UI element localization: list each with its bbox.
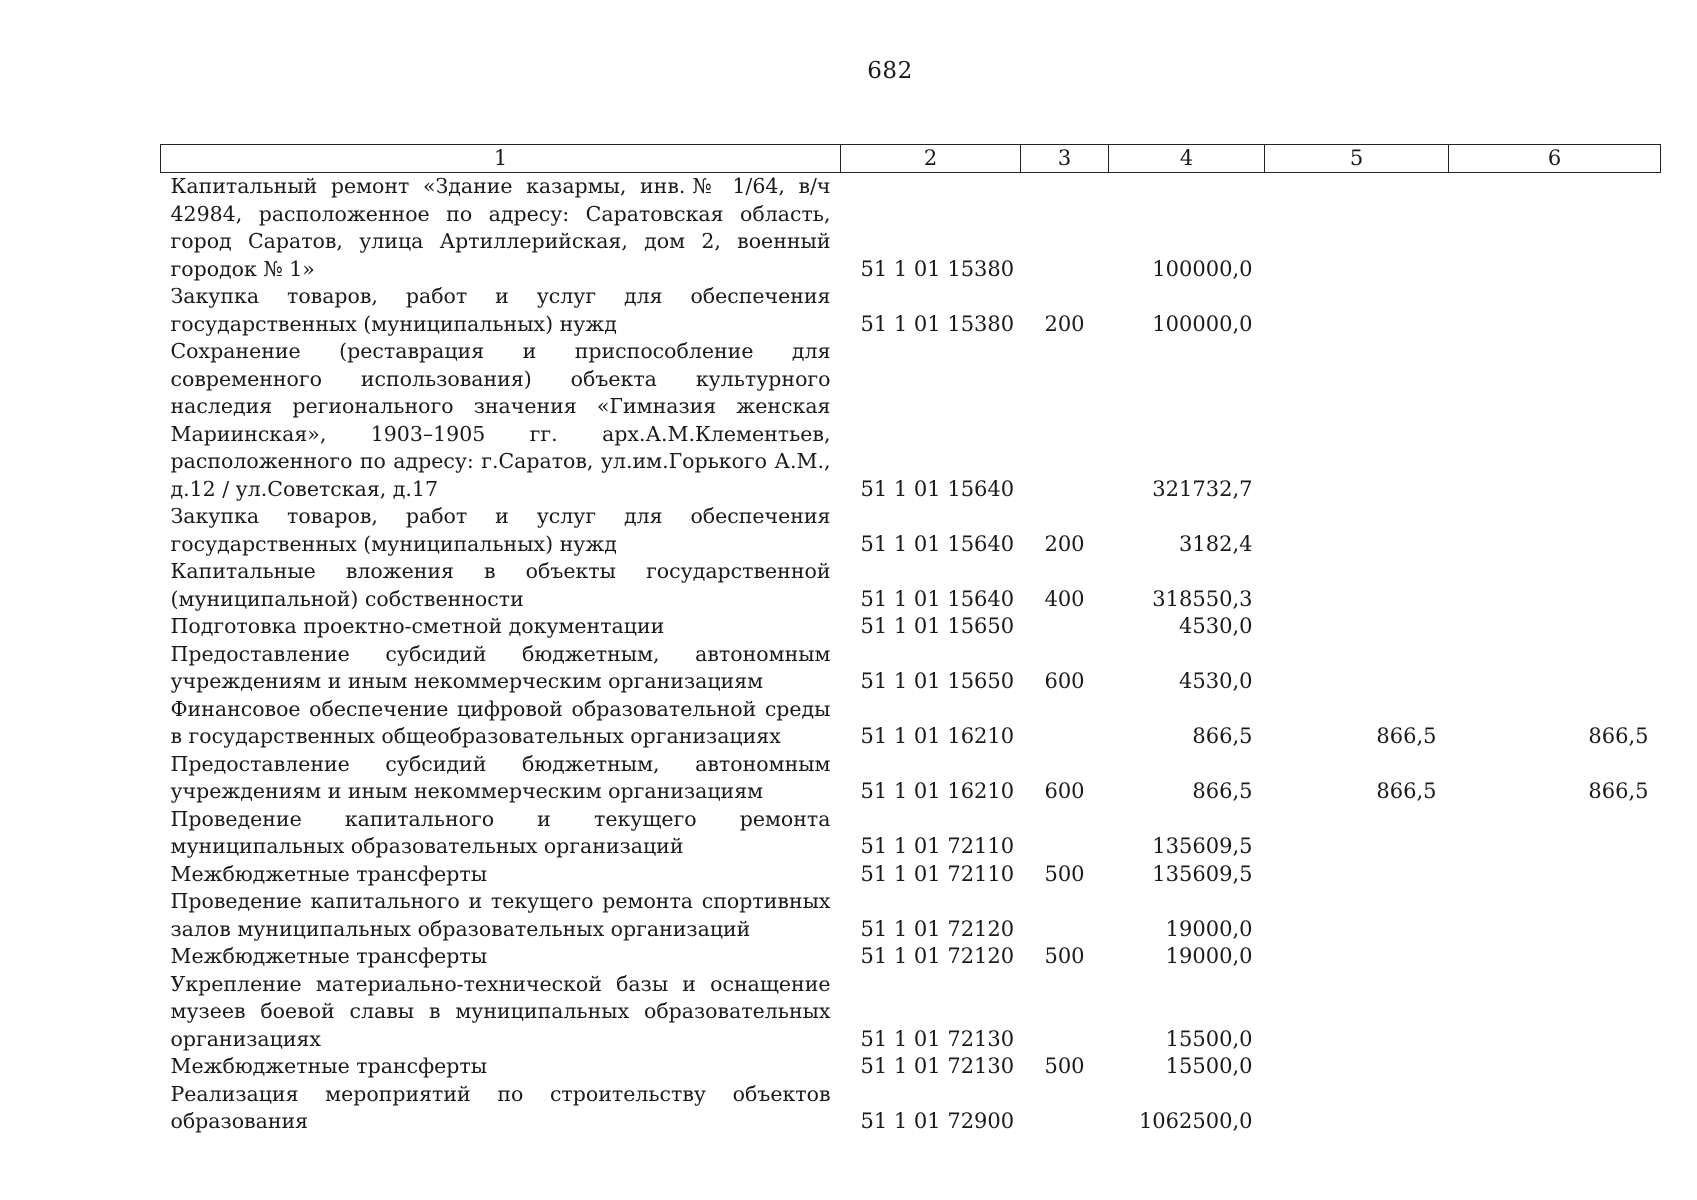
row-name: Межбюджетные трансферты xyxy=(170,944,488,968)
row-name: Укрепление материально-технической базы и оснащение музеев боевой славы в муниципальных образовательных организациях xyxy=(170,971,831,1051)
row-amount-col-5 xyxy=(1265,1081,1449,1136)
row-expense-type: 600 xyxy=(1044,779,1085,803)
row-name: Предоставление субсидий бюджетным, автономным учреждениям и иным некоммерческим организациям xyxy=(170,641,831,693)
row-amount-col-6 xyxy=(1449,558,1661,613)
page-number: 682 xyxy=(867,58,913,84)
table-row xyxy=(161,696,1661,751)
header-row xyxy=(161,145,1661,173)
row-code: 51 1 01 15640 xyxy=(860,531,1015,556)
row-amount-col-6 xyxy=(1449,613,1661,641)
row-amount-col-5 xyxy=(1265,613,1449,641)
row-amount-col-5 xyxy=(1265,283,1449,338)
row-amount-col-6 xyxy=(1449,1081,1661,1136)
table-row xyxy=(161,283,1661,338)
table-row xyxy=(161,806,1661,861)
row-name: Закупка товаров, работ и услуг для обеспечения государственных (муниципальных) нужд xyxy=(170,504,831,556)
row-amount-col-6 xyxy=(1449,641,1661,696)
budget-table xyxy=(160,144,1661,1136)
row-name: Предоставление субсидий бюджетным, автономным учреждениям и иным некоммерческим организациям xyxy=(170,751,831,803)
row-code: 51 1 01 72130 xyxy=(860,1054,1015,1078)
row-expense-type: 200 xyxy=(1044,531,1085,556)
row-code: 51 1 01 15650 xyxy=(860,669,1015,693)
row-name: Капитальные вложения в объекты государственной (муниципальной) собственности xyxy=(170,559,831,611)
row-name: Подготовка проектно-сметной документации xyxy=(170,614,665,638)
header-col-6: 6 xyxy=(1449,145,1661,173)
row-amount-col-6 xyxy=(1449,971,1661,1054)
row-name: Закупка товаров, работ и услуг для обеспечения государственных (муниципальных) нужд xyxy=(170,284,831,336)
row-amount-col-6: 866,5 xyxy=(1588,779,1649,803)
row-code: 51 1 01 72900 xyxy=(860,1109,1015,1133)
row-code: 51 1 01 15650 xyxy=(860,614,1015,638)
row-amount-col-5 xyxy=(1265,338,1449,503)
row-amount-col-5 xyxy=(1265,971,1449,1054)
row-amount-col-4: 135609,5 xyxy=(1152,861,1253,886)
row-name: Капитальный ремонт «Здание казармы, инв.№ 1/64, в/ч 42984, расположенное по адресу: Саратовская область, город Саратов, улица Артиллерийская, дом 2, военный городок № 1» xyxy=(170,174,831,281)
row-code: 51 1 01 15640 xyxy=(860,586,1015,611)
table-row xyxy=(161,1053,1661,1081)
row-amount-col-5 xyxy=(1265,806,1449,861)
header-col-5: 5 xyxy=(1265,145,1449,173)
row-expense-type xyxy=(1021,971,1109,1054)
table-row xyxy=(161,888,1661,943)
table-row xyxy=(161,751,1661,806)
row-expense-type: 600 xyxy=(1044,669,1085,693)
row-amount-col-4: 4530,0 xyxy=(1179,669,1253,693)
row-amount-col-5 xyxy=(1265,1053,1449,1081)
row-amount-col-5 xyxy=(1265,503,1449,558)
row-amount-col-4: 866,5 xyxy=(1192,779,1253,803)
row-amount-col-4: 100000,0 xyxy=(1152,311,1253,336)
row-name: Межбюджетные трансферты xyxy=(170,861,488,886)
row-amount-col-4: 15500,0 xyxy=(1165,1026,1253,1051)
header-col-2: 2 xyxy=(841,145,1021,173)
row-code: 51 1 01 16210 xyxy=(860,779,1015,803)
header-col-1: 1 xyxy=(161,145,841,173)
table-row xyxy=(161,861,1661,889)
row-amount-col-5 xyxy=(1265,888,1449,943)
row-code: 51 1 01 72120 xyxy=(860,916,1015,941)
row-code: 51 1 01 16210 xyxy=(860,724,1015,748)
row-amount-col-6 xyxy=(1449,806,1661,861)
row-expense-type xyxy=(1021,696,1109,751)
row-expense-type: 500 xyxy=(1044,1054,1085,1078)
row-name: Проведение капитального и текущего ремонта муниципальных образовательных организаций xyxy=(170,806,831,858)
row-code: 51 1 01 15380 xyxy=(860,311,1015,336)
row-expense-type xyxy=(1021,806,1109,861)
row-name: Сохранение (реставрация и приспособление для современного использования) объекта культурного наследия регионального значения «Гимназия женская Мариинская», 1903–1905 гг. арх.А.М.Клементьев, расположенного по адресу: г.Саратов, ул.им.Горького А.М., д.12 / ул.Советская, д.17 xyxy=(170,339,831,501)
row-amount-col-4: 100000,0 xyxy=(1152,256,1253,281)
table-header xyxy=(161,145,1661,173)
row-amount-col-6: 866,5 xyxy=(1588,724,1649,748)
row-amount-col-4: 15500,0 xyxy=(1165,1054,1253,1078)
row-amount-col-4: 3182,4 xyxy=(1179,531,1253,556)
row-amount-col-5: 866,5 xyxy=(1376,724,1437,748)
row-expense-type xyxy=(1021,1081,1109,1136)
row-amount-col-6 xyxy=(1449,283,1661,338)
table-row xyxy=(161,971,1661,1054)
row-expense-type: 200 xyxy=(1044,311,1085,336)
row-expense-type xyxy=(1021,888,1109,943)
row-amount-col-5 xyxy=(1265,861,1449,889)
row-amount-col-4: 1062500,0 xyxy=(1138,1109,1253,1133)
table-row xyxy=(161,943,1661,971)
table-row xyxy=(161,613,1661,641)
table-body xyxy=(161,173,1661,1136)
row-amount-col-4: 135609,5 xyxy=(1152,834,1253,858)
row-expense-type xyxy=(1021,613,1109,641)
table-row xyxy=(161,1081,1661,1136)
row-amount-col-6 xyxy=(1449,1053,1661,1081)
row-expense-type xyxy=(1021,338,1109,503)
row-code: 51 1 01 15640 xyxy=(860,476,1015,501)
row-amount-col-5 xyxy=(1265,173,1449,284)
table-row xyxy=(161,558,1661,613)
row-amount-col-5 xyxy=(1265,943,1449,971)
row-expense-type: 500 xyxy=(1044,861,1085,886)
row-name: Межбюджетные трансферты xyxy=(170,1054,488,1078)
row-code: 51 1 01 72110 xyxy=(860,861,1015,886)
table-row xyxy=(161,641,1661,696)
row-expense-type xyxy=(1021,173,1109,284)
header-col-4: 4 xyxy=(1109,145,1265,173)
row-amount-col-6 xyxy=(1449,173,1661,284)
table-row xyxy=(161,173,1661,284)
row-amount-col-4: 866,5 xyxy=(1192,724,1253,748)
table-row xyxy=(161,503,1661,558)
row-amount-col-4: 19000,0 xyxy=(1165,944,1253,968)
row-code: 51 1 01 72120 xyxy=(860,944,1015,968)
row-amount-col-5 xyxy=(1265,558,1449,613)
row-amount-col-6 xyxy=(1449,503,1661,558)
row-code: 51 1 01 72130 xyxy=(860,1026,1015,1051)
row-amount-col-6 xyxy=(1449,338,1661,503)
row-amount-col-6 xyxy=(1449,943,1661,971)
row-amount-col-6 xyxy=(1449,888,1661,943)
row-amount-col-6 xyxy=(1449,861,1661,889)
table-row xyxy=(161,338,1661,503)
row-name: Реализация мероприятий по строительству объектов образования xyxy=(170,1081,831,1133)
row-amount-col-4: 4530,0 xyxy=(1179,614,1253,638)
row-name: Финансовое обеспечение цифровой образовательной среды в государственных общеобразовательных организациях xyxy=(170,696,831,748)
row-amount-col-4: 321732,7 xyxy=(1152,476,1253,501)
row-code: 51 1 01 72110 xyxy=(860,834,1015,858)
row-name: Проведение капитального и текущего ремонта спортивных залов муниципальных образовательных организаций xyxy=(170,889,831,941)
row-code: 51 1 01 15380 xyxy=(860,256,1015,281)
row-amount-col-5 xyxy=(1265,641,1449,696)
row-amount-col-4: 19000,0 xyxy=(1165,916,1253,941)
row-amount-col-5: 866,5 xyxy=(1376,779,1437,803)
row-amount-col-4: 318550,3 xyxy=(1152,586,1253,611)
row-expense-type: 500 xyxy=(1044,944,1085,968)
row-expense-type: 400 xyxy=(1044,586,1085,611)
header-col-3: 3 xyxy=(1021,145,1109,173)
